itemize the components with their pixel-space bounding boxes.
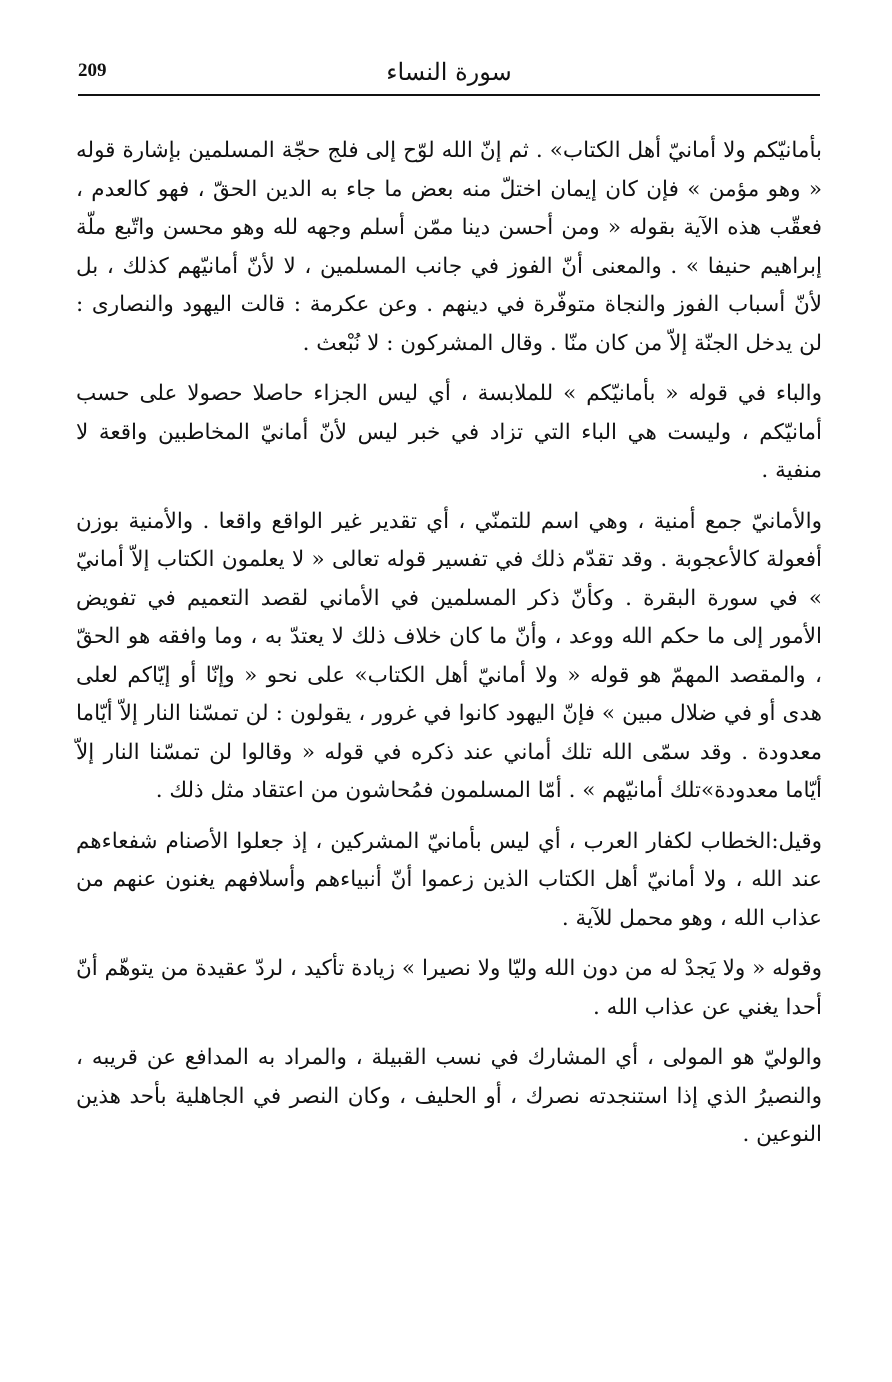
paragraph: وقيل:الخطاب لكفار العرب ، أي ليس بأمانيّ المشركين ، إذ جعلوا الأصنام شفعاءهم عند الله ، ولا أمانيّ أهل الكتاب الذين زعموا أنّ أنبياءهم وأسلافهم يغنون عنهم من عذاب الله ، وهو محمل للآية .: [76, 828, 822, 931]
paragraph: بأمانيّكم ولا أمانيّ أهل الكتاب» . ثم إنّ الله لوّح إلى فلج حجّة المسلمين بإشارة قوله « وهو مؤمن » فإن كان إيمان اختلّ منه بعض ما جاء به الدين الحقّ ، فهو كالعدم ، فعقّب هذه الآية بقوله « ومن أحسن دينا ممّن أسلم وجهه لله وهو محسن واتّبع ملّة إبراهيم حنيفا » . والمعنى أنّ الفوز في جانب المسلمين ، لا لأنّ أمانيّهم كذلك ، بل لأنّ أسباب الفوز والنجاة متوفّرة في دينهم . وعن عكرمة : قالت اليهود والنصارى : لن يدخل الجنّة إلاّ من كان منّا . وقال المشركون : لا نُبْعث .: [76, 138, 822, 356]
page-number: 209: [78, 60, 107, 81]
page-header: [78, 54, 820, 96]
paragraph: والأمانيّ جمع أمنية ، وهي اسم للتمنّي ، أي تقدير غير الواقع واقعا . والأمنية بوزن أفعولة كالأعجوبة . وقد تقدّم ذلك في تفسير قوله تعالى « لا يعلمون الكتاب إلاّ أمانيّ » في سورة البقرة . وكأنّ ذكر المسلمين في الأماني لقصد التعميم في تفويض الأمور إلى ما حكم الله ووعد ، وأنّ ما كان خلاف ذلك لا يعتدّ به ، وما وافقه هو الحقّ ، والمقصد المهمّ هو قوله « ولا أمانيّ أهل الكتاب» على نحو « وإنّا أو إيّاكم لعلى هدى أو في ضلال مبين » فإنّ اليهود كانوا في غرور ، يقولون : لن تمسّنا النار إلاّ أيّاما معدودة . وقد سمّى الله تلك أماني عند ذكره في قوله « وقالوا لن تمسّنا النار إلاّ أيّاما معدودة»تلك أمانيّهم » . أمّا المسلمون فمُحاشون من اعتقاد مثل ذلك .: [76, 508, 822, 803]
header-divider: [78, 94, 820, 96]
body-text: [76, 132, 822, 1167]
paragraph: والباء في قوله « بأمانيّكم » للملابسة ، أي ليس الجزاء حاصلا حصولا على حسب أمانيّكم ، وليست هي الباء التي تزاد في خبر ليس لأنّ أمانيّ المخاطبين واقعة لا منفية .: [76, 381, 822, 483]
running-title: سورة النساء: [386, 58, 512, 86]
paragraph: وقوله « ولا يَجدْ له من دون الله وليّا ولا نصيرا » زيادة تأكيد ، لردّ عقيدة من يتوهّم أنّ أحدا يغني عن عذاب الله .: [76, 956, 822, 1020]
paragraph: والوليّ هو المولى ، أي المشارك في نسب القبيلة ، والمراد به المدافع عن قريبه ، والنصيرُ الذي إذا استنجدته نصرك ، أو الحليف ، وكان النصر في الجاهلية بأحد هذين النوعين .: [76, 1045, 822, 1147]
